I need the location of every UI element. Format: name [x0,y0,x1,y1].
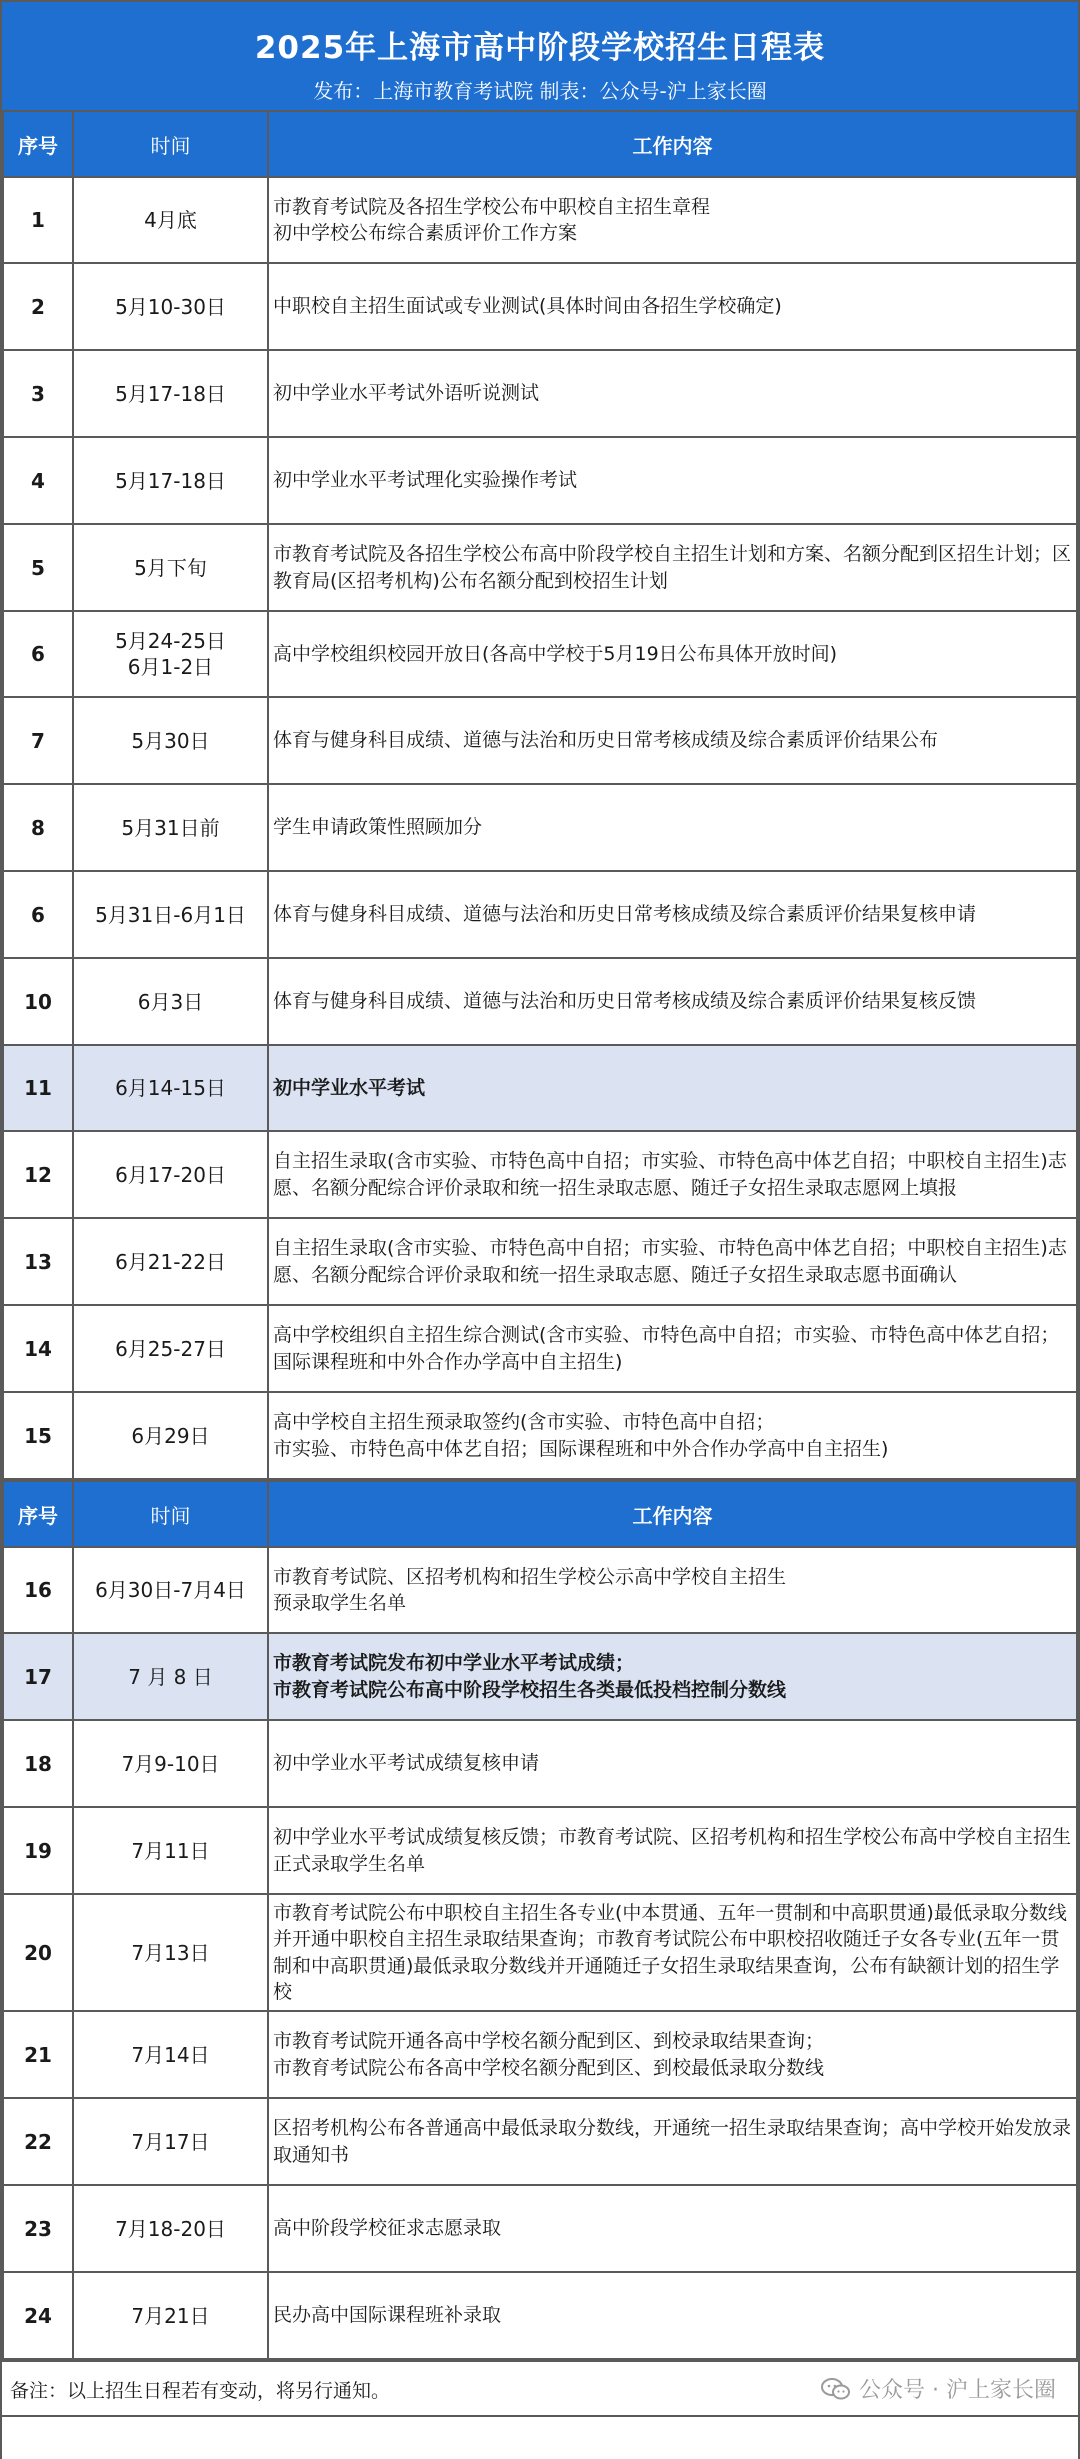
content-line: 区招考机构公布各普通高中最低录取分数线，开通统一招生录取结果查询；高中学校开始发放录取通知书 [273,2117,1072,2166]
table-row [3,524,1077,611]
content-line: 初中学校公布综合素质评价工作方案 [273,222,578,244]
time-line: 6月17-20日 [115,1162,226,1187]
table-row [3,263,1077,350]
time-line: 6月3日 [137,989,204,1014]
row-content [268,1392,1077,1479]
row-number: 16 [3,1547,73,1633]
header-num: 序号 [3,1481,73,1547]
row-content [268,524,1077,611]
row-time [73,1547,268,1633]
row-time [73,871,268,958]
row-content [268,2185,1077,2272]
content-line: 预录取学生名单 [273,1592,407,1614]
row-number: 11 [3,1045,73,1131]
time-line: 5月24-25日 [115,629,226,653]
time-line: 7月13日 [131,1940,210,1965]
time-line: 5月17-18日 [115,468,226,493]
content-line: 初中学业水平考试 [273,1076,426,1099]
time-line: 7月14日 [131,2042,210,2067]
content-line: 市教育考试院公布高中阶段学校招生各类最低投档控制分数线 [273,1678,787,1701]
content-line: 高中学校组织校园开放日(各高中学校于5月19日公布具体开放时间) [273,642,838,665]
header-time: 时间 [73,111,268,177]
table-row [3,1131,1077,1218]
row-number: 6 [3,871,73,958]
row-content [268,2272,1077,2359]
row-time [73,1894,268,2011]
row-time [73,350,268,437]
page-subtitle: 发布：上海市教育考试院 制表：公众号-沪上家长圈 [313,79,767,103]
content-line: 市实验、市特色高中体艺自招；国际课程班和中外合作办学高中自主招生) [273,1437,889,1460]
row-time [73,1218,268,1305]
row-content [268,784,1077,871]
row-content [268,611,1077,697]
row-number: 20 [3,1894,73,2011]
table-row [3,177,1077,263]
row-content [268,958,1077,1045]
time-line: 7月9-10日 [121,1751,220,1776]
row-number: 4 [3,437,73,524]
time-line: 5月30日 [131,728,210,753]
header-num: 序号 [3,111,73,177]
table-body-part1 [3,177,1077,1479]
table-header-row [3,111,1077,177]
content-line: 市教育考试院公布中职校自主招生各专业(中本贯通、五年一贯制和中高职贯通)最低录取分数线并开通中职校自主招生录取结果查询；市教育考试院公布中职校招收随迁子女各专业(五年一贯制和中高职贯通)最低录取分数线并开通随迁子女招生录取结果查询，公布有缺额计划的招生学校 [273,1902,1067,2003]
table-header-row [3,1481,1077,1547]
table-row [3,784,1077,871]
content-line: 市教育考试院、区招考机构和招生学校公示高中学校自主招生 [273,1565,787,1588]
table-row [3,1633,1077,1720]
row-time [73,1633,268,1720]
content-line: 高中学校组织自主招生综合测试(含市实验、市特色高中自招；市实验、市特色高中体艺自招；国际课程班和中外合作办学高中自主招生) [273,1324,1060,1373]
row-time [73,1131,268,1218]
time-line: 6月29日 [131,1423,210,1448]
time-line: 5月下旬 [134,555,207,580]
table-row [3,1720,1077,1807]
content-line: 市教育考试院公布各高中学校名额分配到区、到校最低录取分数线 [273,2056,825,2079]
table-row [3,2011,1077,2098]
row-number: 24 [3,2272,73,2359]
content-line: 学生申请政策性照顾加分 [273,816,483,839]
schedule-table-part2 [2,1480,1078,2360]
row-time [73,958,268,1045]
row-number: 17 [3,1633,73,1720]
row-time [73,611,268,697]
row-time [73,437,268,524]
page-title: 2025年上海市高中阶段学校招生日程表 [254,30,826,66]
row-number: 5 [3,524,73,611]
table-row [3,2272,1077,2359]
content-line: 高中阶段学校征求志愿录取 [273,2217,502,2240]
row-content [268,1045,1077,1131]
content-line: 初中学业水平考试理化实验操作考试 [273,469,578,492]
row-number: 3 [3,350,73,437]
content-line: 自主招生录取(含市实验、市特色高中自招；市实验、市特色高中体艺自招；中职校自主招生)志愿、名额分配综合评价录取和统一招生录取志愿、随迁子女招生录取志愿书面确认 [273,1237,1067,1286]
time-line: 7月11日 [131,1838,210,1863]
time-line: 6月21-22日 [115,1249,226,1274]
row-content [268,1131,1077,1218]
row-time [73,1807,268,1894]
row-content [268,2011,1077,2098]
wechat-icon [821,2377,851,2401]
row-number: 6 [3,611,73,697]
row-number: 14 [3,1305,73,1392]
time-line: 5月17-18日 [115,381,226,406]
row-content [268,2098,1077,2185]
table-row [3,1392,1077,1479]
table-row [3,958,1077,1045]
watermark [821,2373,1056,2404]
row-number: 12 [3,1131,73,1218]
row-number: 22 [3,2098,73,2185]
time-line: 7月18-20日 [115,2216,226,2241]
row-content [268,1807,1077,1894]
table-row [3,1807,1077,1894]
content-line: 市教育考试院发布初中学业水平考试成绩； [273,1652,635,1675]
time-line: 5月31日前 [121,815,220,840]
schedule-table-part1 [2,110,1078,1480]
header-content: 工作内容 [268,1481,1077,1547]
content-line: 市教育考试院及各招生学校公布高中阶段学校自主招生计划和方案、名额分配到区招生计划；区教育局(区招考机构)公布名额分配到校招生计划 [273,543,1072,592]
row-content [268,697,1077,784]
time-line: 6月25-27日 [115,1336,226,1361]
row-content [268,1633,1077,1720]
time-line: 6月14-15日 [115,1076,226,1100]
row-time [73,1720,268,1807]
time-line: 5月31日-6月1日 [95,902,246,927]
table-row [3,2185,1077,2272]
header-content: 工作内容 [268,111,1077,177]
row-number: 21 [3,2011,73,2098]
row-number: 15 [3,1392,73,1479]
row-content [268,350,1077,437]
row-content [268,263,1077,350]
row-time [73,2011,268,2098]
row-content [268,1218,1077,1305]
time-line: 6月1-2日 [127,655,214,679]
row-content [268,437,1077,524]
table-row [3,350,1077,437]
row-time [73,1045,268,1131]
row-content [268,871,1077,958]
row-number: 7 [3,697,73,784]
table-body-part2 [3,1547,1077,2359]
row-content [268,1894,1077,2011]
row-content [268,1305,1077,1392]
table-row [3,1045,1077,1131]
row-number: 10 [3,958,73,1045]
row-content [268,1547,1077,1633]
content-line: 体育与健身科目成绩、道德与法治和历史日常考核成绩及综合素质评价结果复核申请 [273,903,977,926]
content-line: 市教育考试院开通各高中学校名额分配到区、到校录取结果查询； [273,2030,825,2053]
row-time [73,263,268,350]
table-row [3,697,1077,784]
row-number: 19 [3,1807,73,1894]
row-time [73,2185,268,2272]
row-number: 23 [3,2185,73,2272]
time-line: 4月底 [144,208,197,232]
row-time [73,784,268,871]
table-row [3,2098,1077,2185]
content-line: 体育与健身科目成绩、道德与法治和历史日常考核成绩及综合素质评价结果复核反馈 [273,990,977,1013]
content-line: 中职校自主招生面试或专业测试(具体时间由各招生学校确定) [273,295,782,318]
table-row [3,1305,1077,1392]
time-line: 6月30日-7月4日 [95,1578,246,1602]
content-line: 初中学业水平考试成绩复核申请 [273,1752,540,1775]
row-number: 1 [3,177,73,263]
footer-note: 备注：以上招生日程若有变动，将另行通知。 [10,2380,391,2402]
header-time: 时间 [73,1481,268,1547]
row-time [73,697,268,784]
table-row [3,1547,1077,1633]
table-row [3,437,1077,524]
row-number: 8 [3,784,73,871]
row-time [73,524,268,611]
row-time [73,2272,268,2359]
footer [2,2360,1078,2417]
row-number: 13 [3,1218,73,1305]
content-line: 民办高中国际课程班补录取 [273,2304,502,2327]
row-number: 18 [3,1720,73,1807]
table-row [3,1218,1077,1305]
title-banner [2,0,1078,110]
row-time [73,2098,268,2185]
row-content [268,1720,1077,1807]
time-line: 5月10-30日 [115,294,226,319]
row-time [73,1392,268,1479]
time-line: 7月21日 [131,2303,210,2328]
row-time [73,177,268,263]
content-line: 体育与健身科目成绩、道德与法治和历史日常考核成绩及综合素质评价结果公布 [273,729,939,752]
content-line: 初中学业水平考试外语听说测试 [273,382,540,405]
time-line: 7月17日 [131,2129,210,2154]
content-line: 高中学校自主招生预录取签约(含市实验、市特色高中自招； [273,1411,775,1434]
table-row [3,1894,1077,2011]
row-number: 2 [3,263,73,350]
table-row [3,871,1077,958]
watermark-text: 公众号 · 沪上家长圈 [859,2378,1056,2403]
row-time [73,1305,268,1392]
content-line: 市教育考试院及各招生学校公布中职校自主招生章程 [273,195,711,218]
content-line: 初中学业水平考试成绩复核反馈；市教育考试院、区招考机构和招生学校公布高中学校自主招生正式录取学生名单 [273,1826,1072,1875]
content-line: 自主招生录取(含市实验、市特色高中自招；市实验、市特色高中体艺自招；中职校自主招生)志愿、名额分配综合评价录取和统一招生录取志愿、随迁子女招生录取志愿网上填报 [273,1150,1067,1199]
row-content [268,177,1077,263]
table-row [3,611,1077,697]
time-line: 7 月 8 日 [128,1664,213,1689]
